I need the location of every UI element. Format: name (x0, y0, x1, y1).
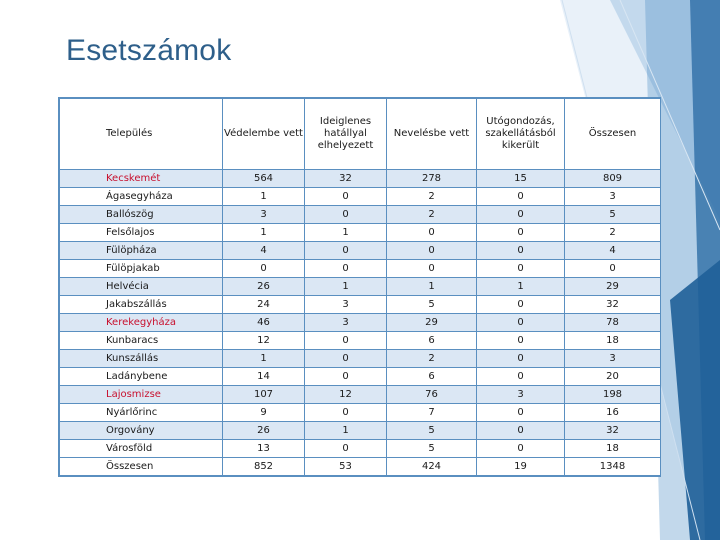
table-cell: 0 (305, 368, 387, 386)
table-cell: 24 (223, 296, 305, 314)
table-cell: 1 (305, 224, 387, 242)
settlement-name: Fülöpjakab (60, 260, 223, 278)
column-header: Védelembe vett (223, 99, 305, 170)
settlement-name: Nyárlőrinc (60, 404, 223, 422)
table-row (60, 260, 661, 278)
table-cell: 29 (565, 278, 661, 296)
table-cell: 5 (387, 296, 477, 314)
table-cell: 16 (565, 404, 661, 422)
settlement-name: Lajosmizse (60, 386, 223, 404)
table-row (60, 242, 661, 260)
settlement-name: Kunbaracs (60, 332, 223, 350)
column-header: Település (60, 99, 223, 170)
table-cell: 4 (565, 242, 661, 260)
settlement-name: Városföld (60, 440, 223, 458)
settlement-name: Ladánybene (60, 368, 223, 386)
table-cell: 0 (477, 404, 565, 422)
settlement-name: Kunszállás (60, 350, 223, 368)
table-body (60, 170, 661, 476)
table-cell: 0 (305, 350, 387, 368)
table-cell: 0 (223, 260, 305, 278)
page-title: Esetszámok (66, 34, 232, 67)
table-cell: 5 (387, 422, 477, 440)
table-cell: 5 (565, 206, 661, 224)
table-row (60, 440, 661, 458)
table-cell: 1 (477, 278, 565, 296)
table-cell: 0 (305, 404, 387, 422)
settlement-name: Kecskemét (60, 170, 223, 188)
table-cell: 3 (565, 188, 661, 206)
settlement-name: Helvécia (60, 278, 223, 296)
table-row (60, 296, 661, 314)
table-cell: 0 (565, 260, 661, 278)
table-cell: 2 (387, 350, 477, 368)
table-cell: 278 (387, 170, 477, 188)
table-cell: 0 (477, 350, 565, 368)
settlement-name: Jakabszállás (60, 296, 223, 314)
table-cell: 18 (565, 332, 661, 350)
table-cell: 3 (223, 206, 305, 224)
table-cell: 12 (305, 386, 387, 404)
table-cell: 14 (223, 368, 305, 386)
table-cell: 7 (387, 404, 477, 422)
table-row (60, 386, 661, 404)
table-cell: 26 (223, 422, 305, 440)
table-cell: 1 (223, 350, 305, 368)
table-cell: 0 (477, 440, 565, 458)
table-cell: 13 (223, 440, 305, 458)
table-cell: 0 (477, 422, 565, 440)
settlement-name: Felsőlajos (60, 224, 223, 242)
table-cell: 809 (565, 170, 661, 188)
table-cell: 0 (305, 260, 387, 278)
table-cell: 29 (387, 314, 477, 332)
table-cell: 4 (223, 242, 305, 260)
table-cell: 0 (305, 440, 387, 458)
settlement-name: Ballószög (60, 206, 223, 224)
table-cell: 9 (223, 404, 305, 422)
settlement-name: Fülöpháza (60, 242, 223, 260)
table-cell: 1 (223, 188, 305, 206)
table-row (60, 278, 661, 296)
table-cell: 0 (477, 242, 565, 260)
table-cell: 107 (223, 386, 305, 404)
table-row (60, 170, 661, 188)
case-count-table (58, 97, 661, 477)
table-cell: 76 (387, 386, 477, 404)
table-cell: 6 (387, 368, 477, 386)
table-cell: 0 (305, 188, 387, 206)
table-cell: 3 (305, 296, 387, 314)
table-row (60, 224, 661, 242)
table-cell: 0 (477, 296, 565, 314)
table-cell: 78 (565, 314, 661, 332)
column-header: Utógondozás, szakellátásból kikerült (477, 99, 565, 170)
table-cell: 2 (387, 188, 477, 206)
column-header: Összesen (565, 99, 661, 170)
table-cell: 1 (305, 278, 387, 296)
table-cell: 0 (477, 188, 565, 206)
table-cell: 0 (477, 260, 565, 278)
table-row (60, 332, 661, 350)
settlement-name: Ágasegyháza (60, 188, 223, 206)
total-cell: 852 (223, 458, 305, 476)
column-header: Nevelésbe vett (387, 99, 477, 170)
table-row (60, 368, 661, 386)
table-cell: 2 (565, 224, 661, 242)
total-cell: 19 (477, 458, 565, 476)
settlement-name: Orgovány (60, 422, 223, 440)
table-cell: 18 (565, 440, 661, 458)
table-cell: 0 (305, 242, 387, 260)
total-label: Összesen (60, 458, 223, 476)
total-row (60, 458, 661, 476)
table-cell: 0 (477, 368, 565, 386)
table-cell: 12 (223, 332, 305, 350)
table-cell: 0 (305, 332, 387, 350)
table-cell: 2 (387, 206, 477, 224)
table-cell: 564 (223, 170, 305, 188)
table-cell: 0 (477, 314, 565, 332)
table-cell: 1 (305, 422, 387, 440)
table-cell: 5 (387, 440, 477, 458)
settlement-name: Kerekegyháza (60, 314, 223, 332)
table-cell: 46 (223, 314, 305, 332)
table-cell: 32 (565, 422, 661, 440)
table-cell: 1 (223, 224, 305, 242)
table-cell: 0 (477, 332, 565, 350)
table-header-row (60, 99, 661, 170)
table-cell: 0 (305, 206, 387, 224)
total-cell: 424 (387, 458, 477, 476)
table-cell: 32 (565, 296, 661, 314)
table-cell: 3 (565, 350, 661, 368)
table-row (60, 206, 661, 224)
table-cell: 0 (477, 224, 565, 242)
table-cell: 32 (305, 170, 387, 188)
total-cell: 1348 (565, 458, 661, 476)
table-cell: 6 (387, 332, 477, 350)
table-row (60, 350, 661, 368)
column-header: Ideiglenes hatállyal elhelyezett (305, 99, 387, 170)
table-row (60, 314, 661, 332)
table-cell: 198 (565, 386, 661, 404)
table-cell: 3 (305, 314, 387, 332)
table-cell: 0 (387, 242, 477, 260)
table-cell: 0 (387, 224, 477, 242)
table-cell: 0 (477, 206, 565, 224)
table-row (60, 188, 661, 206)
table-cell: 20 (565, 368, 661, 386)
table-cell: 26 (223, 278, 305, 296)
table-cell: 0 (387, 260, 477, 278)
table-cell: 15 (477, 170, 565, 188)
table-cell: 3 (477, 386, 565, 404)
table-cell: 1 (387, 278, 477, 296)
table-row (60, 422, 661, 440)
total-cell: 53 (305, 458, 387, 476)
table-row (60, 404, 661, 422)
